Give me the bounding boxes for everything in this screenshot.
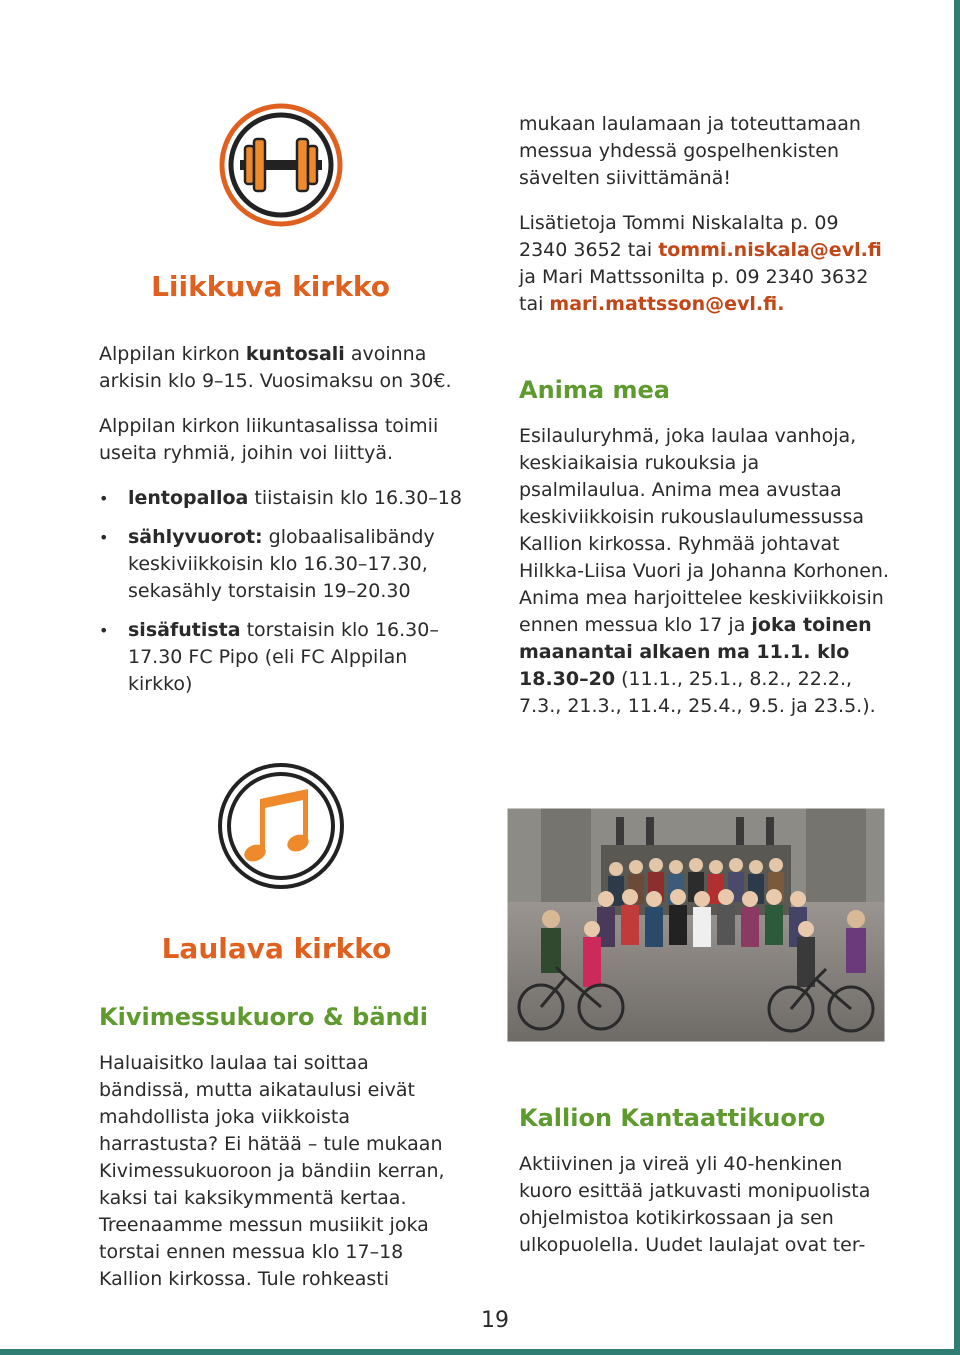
groups-paragraph: Alppilan kirkon liikuntasalissa toimii useita ryhmiä, joihin voi liittyä.	[99, 415, 439, 464]
email-link-mari[interactable]: mari.mattsson@evl.fi.	[549, 293, 785, 315]
anima-title: Anima mea	[519, 376, 670, 404]
choir-group-photo	[506, 807, 886, 1043]
anima-paragraph	[519, 423, 889, 720]
list-item	[99, 617, 464, 698]
kivimessu-paragraph: Haluaisitko laulaa tai soittaa bändissä, mutta aikataulusi eivät mahdollista joka viikkoista harrastusta? Ei hätää – tule mukaan Kivimessukuoroon ja bändiin kerran, kaksi tai kaksikymmentä kertaa. Treenaamme messun musiikit joka torstai ennen messua klo 17–18 Kallion kirkossa. Tule rohkeasti	[99, 1052, 445, 1290]
anima-text-a: Esilauluryhmä, joka laulaa vanhoja, keskiaikaisia rukouksia ja psalmilaulua. Anima mea avustaa keskiviikkoisin rukouslaulumessussa Kallion kirkossa. Ryhmää johtavat Hilkka-Liisa Vuori ja Johanna Korhonen. Anima mea harjoittelee keskiviikkoisin ennen messua klo 17 ja	[519, 425, 889, 636]
kallio-section	[519, 1103, 889, 1259]
contact-paragraph	[519, 210, 889, 318]
right-top-section	[519, 111, 889, 720]
page-border-bottom	[0, 1349, 960, 1355]
kivimessu-title: Kivimessukuoro & bändi	[99, 1003, 429, 1031]
anima-text-c: (11.1., 25.1., 8.2., 22.2., 7.3., 21.3., 11.4., 25.4., 9.5. ja 23.5.).	[519, 668, 876, 717]
contact-text-b: ja Mari Mattssonilta p. 09 2340 3632 tai	[519, 266, 869, 315]
gym-paragraph	[99, 341, 464, 395]
list-item	[99, 524, 464, 605]
page-border-right	[954, 0, 960, 1355]
email-link-tommi[interactable]: tommi.niskala@evl.fi	[658, 239, 882, 261]
dumbbell-icon	[218, 102, 344, 228]
item-text: torstaisin klo 16.30–17.30 FC Pipo (eli FC Alppilan kirkko)	[128, 619, 439, 695]
kallio-paragraph: Aktiivinen ja vireä yli 40-henkinen kuoro esittää jatkuvasti monipuolista ohjelmistoa kotikirkossaan ja sen ulkopuolella. Uudet laulajat ovat ter-	[519, 1153, 871, 1256]
item-bold: lentopalloa	[128, 487, 249, 509]
gym-text-bold: kuntosali	[245, 343, 345, 365]
gym-text-c: avoinna arkisin klo 9–15. Vuosimaksu on 30€.	[99, 343, 452, 392]
contact-text-a: Lisätietoja Tommi Niskalalta p. 09 2340 3652 tai	[519, 212, 839, 261]
page-number: 19	[481, 1308, 509, 1333]
liikkuva-title: Liikkuva kirkko	[151, 270, 390, 303]
item-bold: sählyvuorot:	[128, 526, 263, 548]
anima-text-bold: joka toinen maanantai alkaen ma 11.1. klo 18.30–20	[519, 614, 872, 690]
sports-list	[99, 485, 464, 698]
item-text: tiistaisin klo 16.30–18	[248, 487, 462, 509]
laulava-section	[99, 932, 464, 1293]
gym-text-a: Alppilan kirkon	[99, 343, 246, 365]
liikkuva-section	[99, 270, 464, 710]
kallio-title: Kallion Kantaattikuoro	[519, 1104, 826, 1132]
item-bold: sisäfutista	[128, 619, 241, 641]
music-notes-icon	[216, 761, 346, 891]
item-text: globaalisalibändy keskiviikkoisin klo 16.30–17.30, sekasähly torstaisin 19–20.30	[128, 526, 435, 602]
continued-paragraph: mukaan laulamaan ja toteuttamaan messua yhdessä gospelhenkisten sävelten siivittämänä!	[519, 113, 861, 189]
laulava-title: Laulava kirkko	[161, 932, 392, 965]
list-item	[99, 485, 464, 512]
